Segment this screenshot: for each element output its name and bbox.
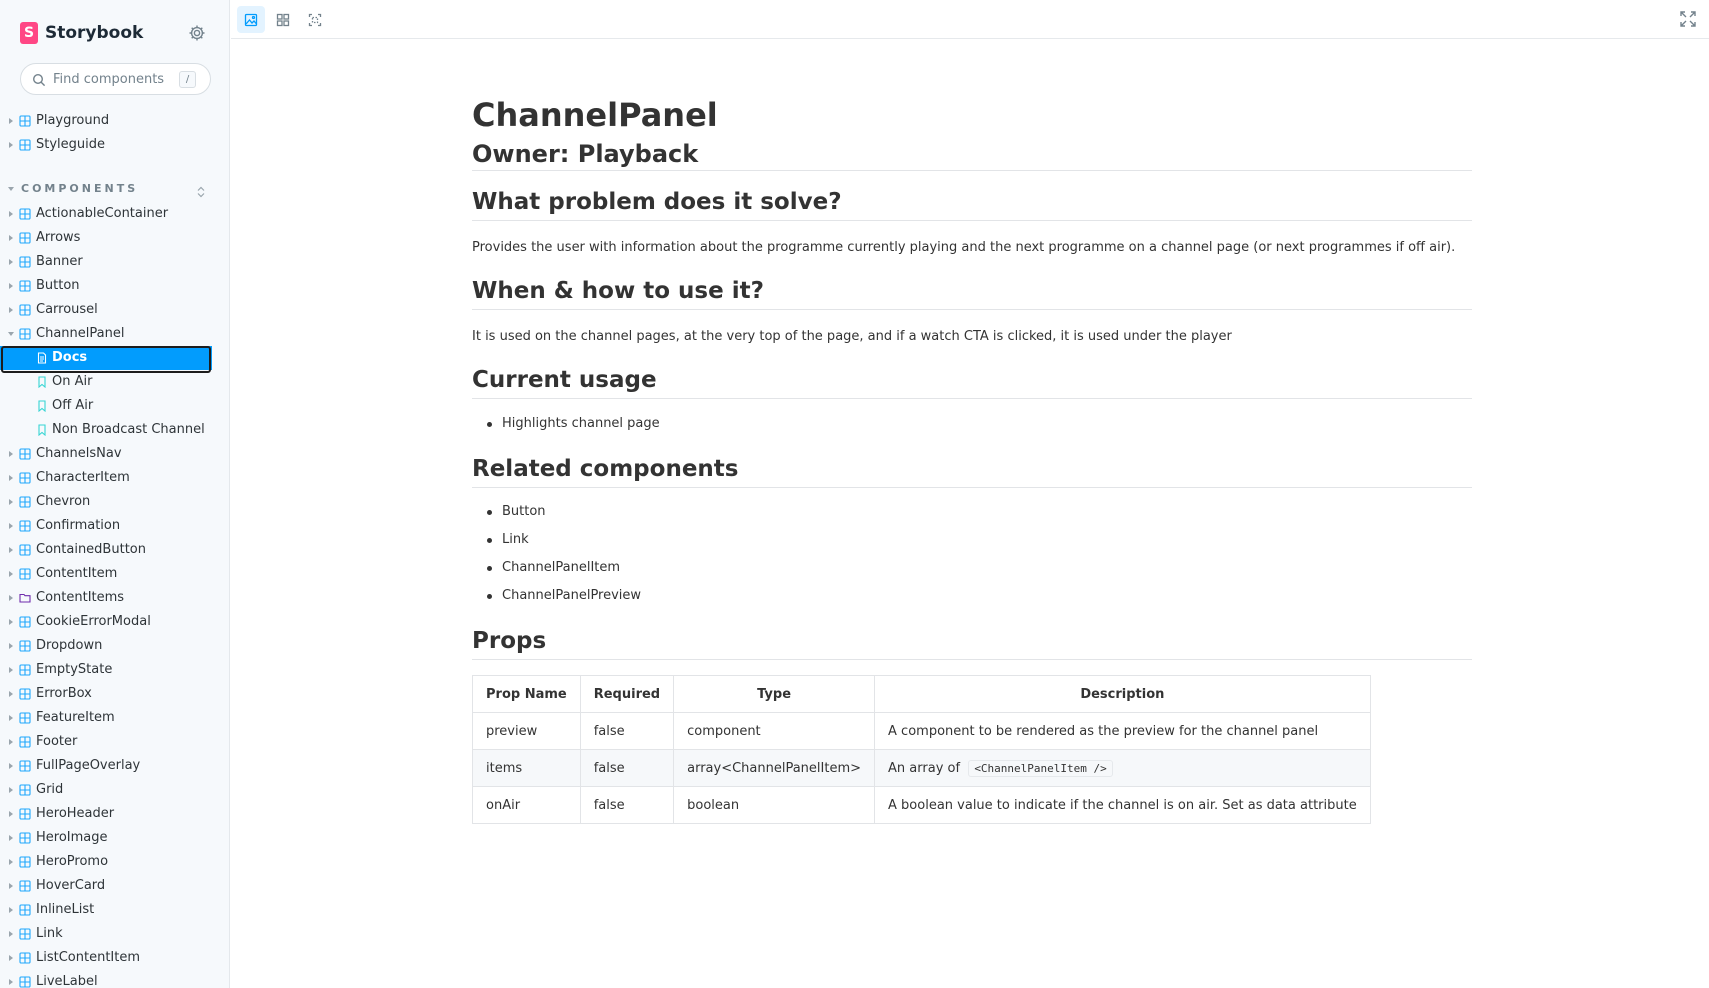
chevron-right-icon[interactable] [9,811,13,817]
component-icon [19,280,31,292]
folder-icon [19,592,31,604]
sidebar-item-featureitem[interactable] [0,706,212,730]
sidebar-item-label: ContainedButton [36,542,146,557]
chevron-right-icon[interactable] [9,619,13,625]
sidebar-item-label: ErrorBox [36,686,92,701]
props-table [472,675,1371,824]
search-input[interactable]: Find components [53,71,165,87]
chevron-right-icon[interactable] [9,259,13,265]
section-heading-related: Related components [472,456,739,482]
component-icon [19,904,31,916]
sidebar-item-listcontentitem[interactable] [0,946,212,970]
sidebar-item-label: EmptyState [36,662,113,677]
sidebar-item-arrows[interactable] [0,226,212,250]
prop-description-cell [875,750,1371,787]
sidebar-item-heropromo[interactable] [0,850,212,874]
chevron-down-icon [8,187,14,191]
sidebar-item-button[interactable] [0,274,212,298]
sidebar-item-label: Chevron [36,494,91,509]
sidebar-item-label: Button [36,278,80,293]
sidebar-item-heroimage[interactable] [0,826,212,850]
component-icon [19,544,31,556]
chevron-right-icon[interactable] [9,979,13,985]
chevron-right-icon[interactable] [9,451,13,457]
component-icon [19,856,31,868]
chevron-right-icon[interactable] [9,955,13,961]
sidebar-item-label: Docs [52,350,88,365]
chevron-right-icon[interactable] [9,142,13,148]
component-icon [19,808,31,820]
chevron-right-icon[interactable] [9,715,13,721]
sidebar-item-link[interactable] [0,922,212,946]
components-section-header[interactable] [0,181,212,197]
sidebar-item-label: ChannelPanel [36,326,125,341]
component-icon [19,304,31,316]
owner-subtitle: Owner: Playback [472,140,699,168]
inline-code: <ChannelPanelItem /> [968,760,1112,777]
props-table-header-row [473,676,1371,713]
problem-paragraph: Provides the user with information about the programme currently playing and the next programme on a channel page (or next programmes if off air). [472,240,1456,255]
sidebar-item-channelsnav[interactable] [0,442,212,466]
expand-collapse-icon[interactable] [196,183,206,195]
sidebar-item-fullpageoverlay[interactable] [0,754,212,778]
chevron-right-icon[interactable] [9,307,13,313]
sidebar [0,0,230,988]
sidebar-item-label: Carrousel [36,302,98,317]
sidebar-item-grid[interactable] [0,778,212,802]
sidebar-item-label: Playground [36,113,110,128]
sidebar-item-label: Banner [36,254,83,269]
bookmark-icon [36,400,48,412]
prop-name-cell: preview [473,713,581,750]
chevron-right-icon[interactable] [9,787,13,793]
component-icon [19,139,31,151]
sidebar-item-label: ActionableContainer [36,206,169,221]
divider [472,659,1472,660]
list-item: Button [472,504,641,532]
column-header-description: Description [875,676,1371,713]
sidebar-item-label: InlineList [36,902,95,917]
prop-type-cell: boolean [674,787,875,824]
list-item: Link [472,532,641,560]
chevron-right-icon[interactable] [9,499,13,505]
divider [472,309,1472,310]
sidebar-item-cookieerrormodal[interactable] [0,610,212,634]
component-icon [19,952,31,964]
chevron-right-icon[interactable] [9,118,13,124]
current-usage-list [472,416,660,444]
selection-focus-outline [1,346,211,373]
sidebar-item-contentitem[interactable] [0,562,212,586]
app-name: Storybook [45,23,144,43]
search-icon [32,72,46,86]
chevron-right-icon[interactable] [9,739,13,745]
prop-name-cell: onAir [473,787,581,824]
section-heading-usage: When & how to use it? [472,278,764,304]
settings-gear-icon[interactable] [188,24,206,42]
sidebar-item-label: FullPageOverlay [36,758,141,773]
component-icon [19,832,31,844]
list-item: ChannelPanelItem [472,560,641,588]
bookmark-icon [36,376,48,388]
sidebar-item-label: On Air [52,374,93,389]
sidebar-item-carrousel[interactable] [0,298,212,322]
chevron-right-icon[interactable] [9,235,13,241]
components-section-label: COMPONENTS [21,182,139,195]
component-icon [19,880,31,892]
divider [472,398,1472,399]
section-heading-props: Props [472,628,547,654]
sidebar-item-label: CookieErrorModal [36,614,151,629]
column-header-type: Type [674,676,875,713]
sidebar-item-label: Link [36,926,63,941]
sidebar-item-contentitems[interactable] [0,586,212,610]
column-header-prop-name: Prop Name [473,676,581,713]
component-icon [19,736,31,748]
sidebar-item-playground[interactable] [0,109,212,133]
sidebar-item-characteritem[interactable] [0,466,212,490]
list-item: Highlights channel page [472,416,660,444]
sidebar-item-label: HeroHeader [36,806,115,821]
prop-type-cell: component [674,713,875,750]
chevron-right-icon[interactable] [9,763,13,769]
prop-name-cell: items [473,750,581,787]
sidebar-item-emptystate[interactable] [0,658,212,682]
prop-type-cell: array<ChannelPanelItem> [674,750,875,787]
chevron-right-icon[interactable] [9,643,13,649]
grid-icon[interactable] [269,6,297,33]
storybook-brand[interactable] [20,22,143,44]
chevron-down-icon[interactable] [8,332,14,336]
sidebar-item-label: ChannelsNav [36,446,122,461]
chevron-right-icon[interactable] [9,283,13,289]
sidebar-item-label: Dropdown [36,638,103,653]
sidebar-item-channelpanel[interactable] [0,322,212,346]
sidebar-item-label: Off Air [52,398,94,413]
component-icon [19,928,31,940]
sidebar-item-errorbox[interactable] [0,682,212,706]
component-icon [19,328,31,340]
sidebar-item-label: LiveLabel [36,974,98,988]
sidebar-item-containedbutton[interactable] [0,538,212,562]
chevron-right-icon[interactable] [9,547,13,553]
chevron-right-icon[interactable] [9,211,13,217]
component-icon [19,640,31,652]
storybook-logo-icon: S [20,22,38,44]
component-icon [19,976,31,988]
divider [472,220,1472,221]
related-components-list [472,504,641,616]
sidebar-item-non-broadcast-channel[interactable] [0,418,212,442]
sidebar-item-inlinelist[interactable] [0,898,212,922]
component-icon [19,115,31,127]
component-icon [19,712,31,724]
component-icon [19,232,31,244]
usage-paragraph: It is used on the channel pages, at the very top of the page, and if a watch CTA is clicked, it is used under the player [472,329,1232,344]
sidebar-item-off-air[interactable] [0,394,212,418]
component-icon [19,568,31,580]
sidebar-item-label: CharacterItem [36,470,130,485]
prop-required-cell: false [580,713,673,750]
divider [472,170,1472,171]
sidebar-item-label: Arrows [36,230,81,245]
sidebar-item-on-air[interactable] [0,370,212,394]
sidebar-item-label: ContentItem [36,566,118,581]
sidebar-item-label: Grid [36,782,64,797]
sidebar-item-label: HeroPromo [36,854,109,869]
sidebar-item-label: HoverCard [36,878,106,893]
component-icon [19,448,31,460]
toolbar [231,0,1709,39]
chevron-right-icon[interactable] [9,595,13,601]
fullscreen-icon[interactable] [1679,10,1697,28]
divider [472,487,1472,488]
component-icon [19,784,31,796]
sidebar-item-heroheader[interactable] [0,802,212,826]
sidebar-item-actionablecontainer[interactable] [0,202,212,226]
sidebar-item-chevron[interactable] [0,490,212,514]
table-row [473,713,1371,750]
chevron-right-icon[interactable] [9,883,13,889]
component-icon [19,496,31,508]
prop-description-cell: A boolean value to indicate if the channel is on air. Set as data attribute [875,787,1371,824]
sidebar-item-confirmation[interactable] [0,514,212,538]
sidebar-item-hovercard[interactable] [0,874,212,898]
component-icon [19,256,31,268]
component-icon [19,760,31,772]
section-heading-current-usage: Current usage [472,367,657,393]
chevron-right-icon[interactable] [9,571,13,577]
sidebar-item-banner[interactable] [0,250,212,274]
sidebar-item-label: ContentItems [36,590,125,605]
section-heading-problem: What problem does it solve? [472,189,842,215]
sidebar-item-styleguide[interactable] [0,133,212,157]
column-header-required: Required [580,676,673,713]
chevron-right-icon[interactable] [9,523,13,529]
sidebar-item-dropdown[interactable] [0,634,212,658]
chevron-right-icon[interactable] [9,931,13,937]
chevron-right-icon[interactable] [9,907,13,913]
frame-icon[interactable] [301,6,329,33]
component-icon [19,208,31,220]
page-title: ChannelPanel [472,96,718,134]
sidebar-item-label: Confirmation [36,518,121,533]
component-icon [19,688,31,700]
sidebar-item-label: Non Broadcast Channel [52,422,205,437]
sidebar-item-label: HeroImage [36,830,108,845]
list-item: ChannelPanelPreview [472,588,641,616]
chevron-right-icon[interactable] [9,475,13,481]
sidebar-item-footer[interactable] [0,730,212,754]
search-shortcut-key: / [179,71,196,88]
sidebar-item-label: Footer [36,734,78,749]
prop-required-cell: false [580,787,673,824]
sidebar-item-label: FeatureItem [36,710,115,725]
chevron-right-icon[interactable] [9,667,13,673]
image-icon[interactable] [237,6,265,33]
sidebar-item-livelabel[interactable] [0,970,212,988]
bookmark-icon [36,424,48,436]
component-icon [19,520,31,532]
chevron-right-icon[interactable] [9,691,13,697]
component-icon [19,472,31,484]
table-row [473,750,1371,787]
prop-description-cell: A component to be rendered as the preview for the channel panel [875,713,1371,750]
chevron-right-icon[interactable] [9,835,13,841]
sidebar-item-label: Styleguide [36,137,106,152]
table-row [473,787,1371,824]
component-icon [19,616,31,628]
description-text: An array of [888,760,961,776]
prop-required-cell: false [580,750,673,787]
sidebar-item-label: ListContentItem [36,950,141,965]
chevron-right-icon[interactable] [9,859,13,865]
search-box[interactable] [20,63,211,95]
component-icon [19,664,31,676]
